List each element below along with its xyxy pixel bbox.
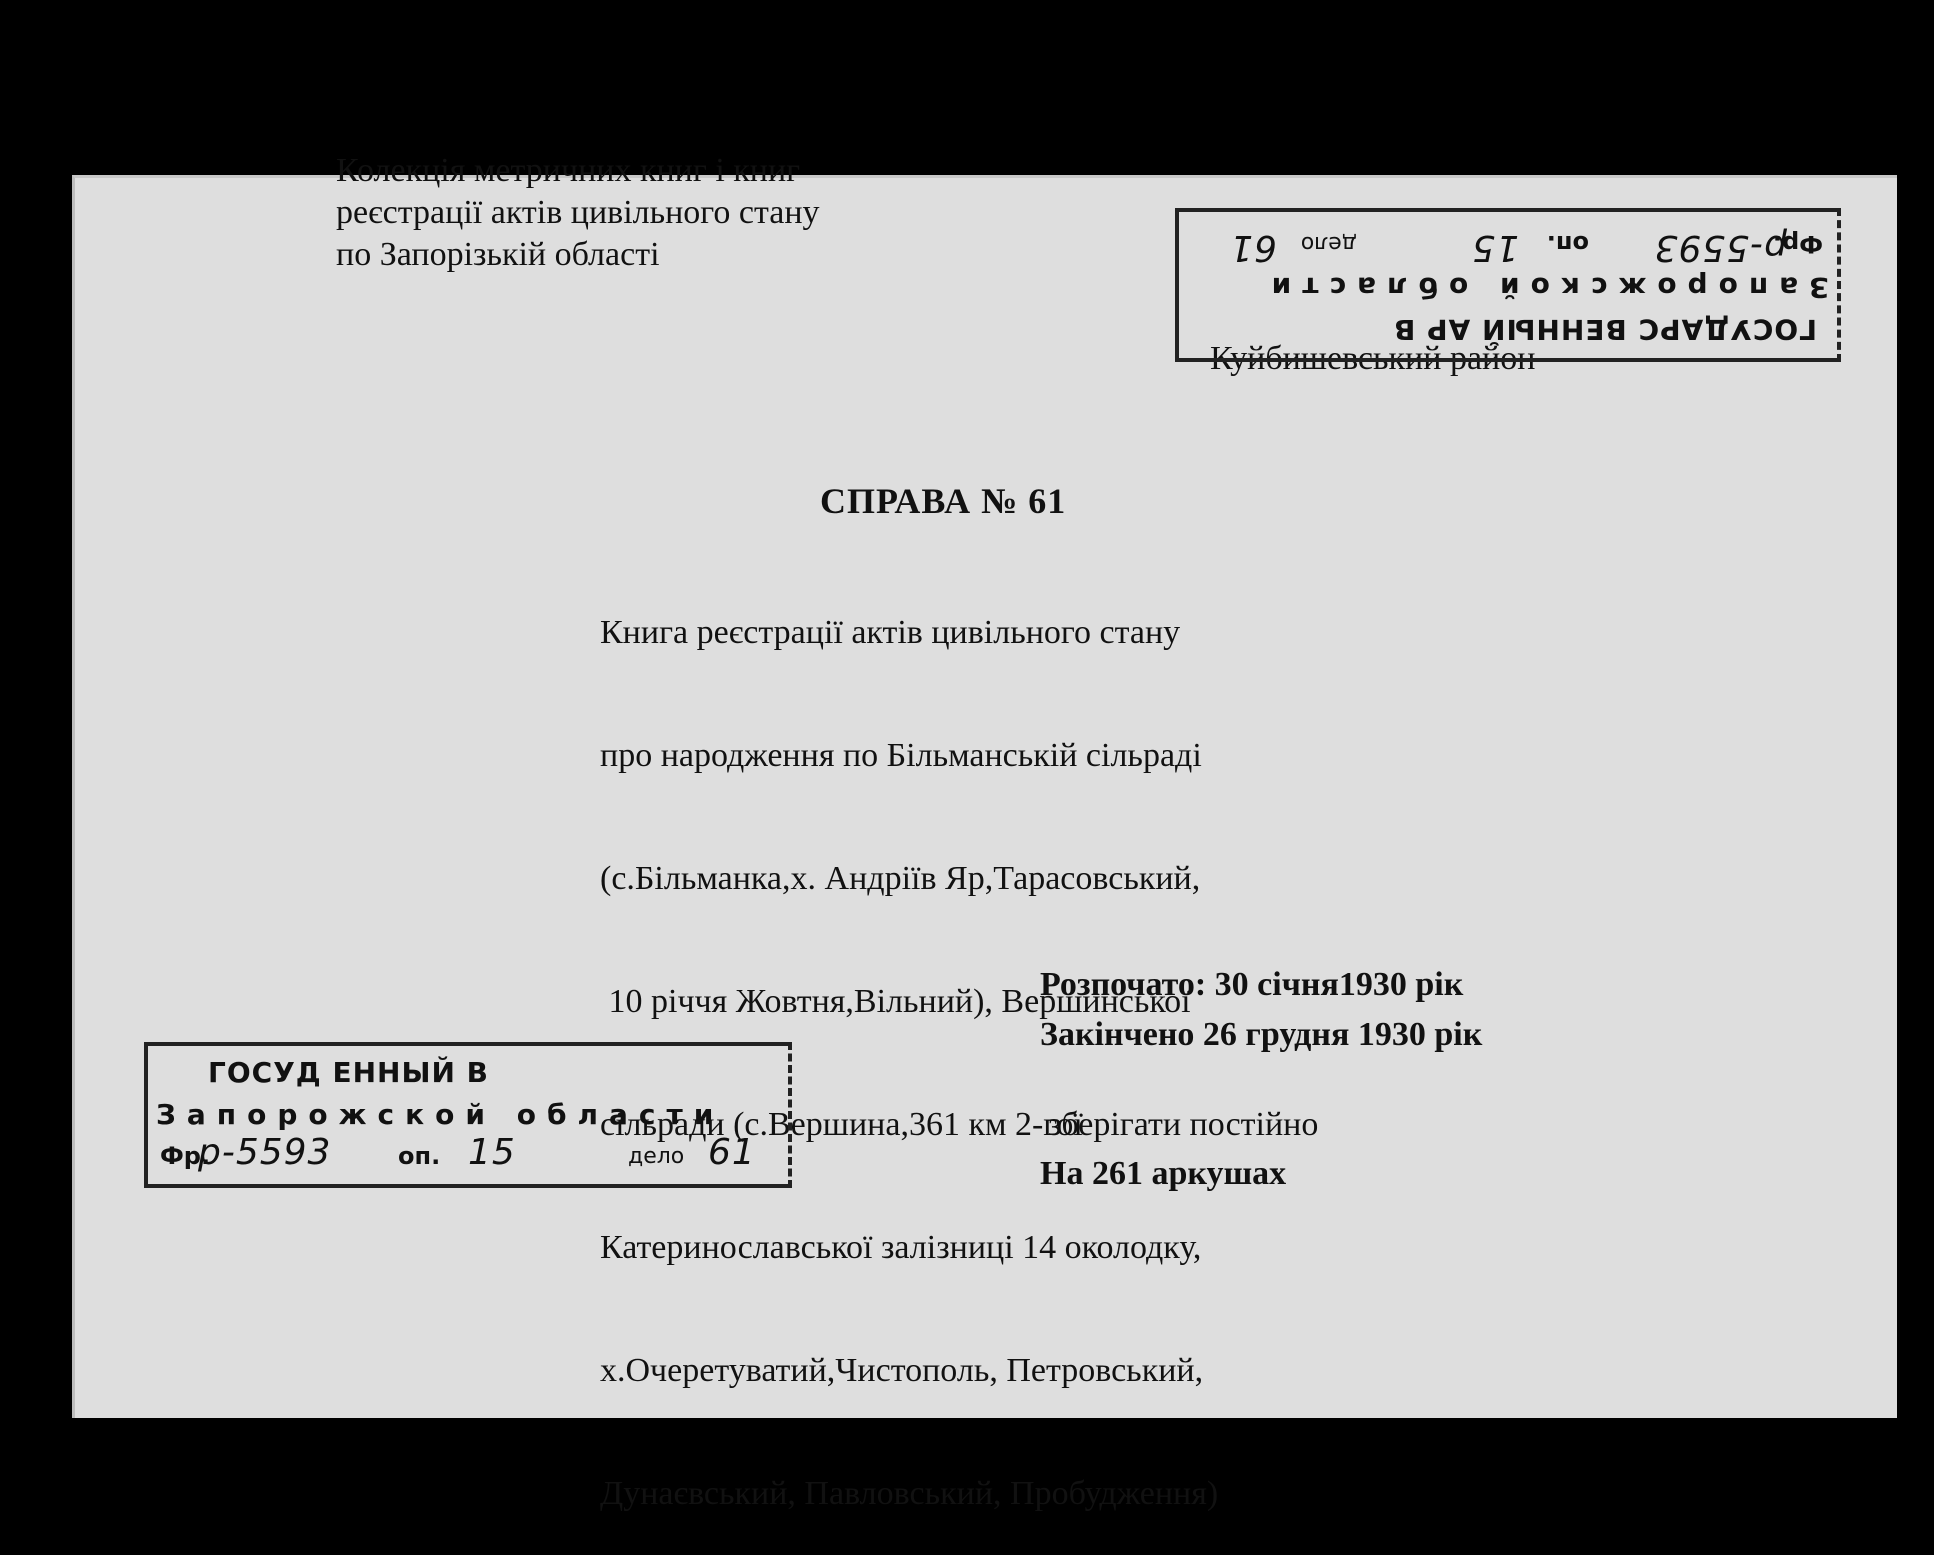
storage-term: зберігати постійно — [1048, 1106, 1319, 1143]
case-title: СПРАВА № 61 — [820, 481, 1067, 521]
stamp-region: Запорожской области — [1260, 271, 1829, 304]
stamp-fond-number: р-5593 — [198, 1132, 332, 1173]
archive-stamp-top — [1175, 208, 1841, 362]
stamp-delo-label: дело — [1300, 231, 1357, 256]
stamp-delo-number: 61 — [708, 1132, 756, 1173]
case-dates — [1040, 960, 1482, 1060]
description-line: Книга реєстрації актів цивільного стану — [600, 614, 1181, 651]
description-line: сільради (с.Вершина,361 км 2-гої — [600, 1106, 1083, 1143]
description-line: Катеринославської залізниці 14 околодку, — [600, 1229, 1202, 1266]
description-line: х.Очеретуватий,Чистополь, Петровський, — [600, 1352, 1204, 1389]
description-line: 10 річчя Жовтня,Вільний), Вершинської — [600, 983, 1191, 1020]
stamp-fond-number: р-5593 — [1653, 227, 1787, 268]
collection-heading — [336, 150, 820, 276]
stamp-delo-label: дело — [628, 1144, 685, 1169]
stamp-op-number: 15 — [468, 1132, 516, 1173]
stamp-fond-label: Фр. — [1772, 230, 1823, 258]
collection-line: реєстрації актів цивільного стану — [336, 194, 820, 231]
description-line: (с.Більманка,х. Андріїв Яр,Тарасовський, — [600, 860, 1201, 897]
date-started: Розпочато: 30 січня1930 рік — [1040, 966, 1464, 1003]
collection-line: Колекція метричних книг і книг — [336, 152, 801, 189]
stamp-region: Запорожской области — [156, 1098, 725, 1131]
stamp-archive-name: ГОСУД ЕННЫЙ В — [208, 1056, 489, 1089]
date-finished: Закінчено 26 грудня 1930 рік — [1040, 1016, 1483, 1053]
stamp-op-number: 15 — [1471, 227, 1519, 268]
district-name: Куйбишевський район — [1210, 340, 1536, 377]
sheet-count: На 261 аркушах — [1040, 1155, 1287, 1192]
stamp-fond-label: Фр. — [160, 1142, 211, 1170]
description-line: про народження по Більманській сільраді — [600, 737, 1202, 774]
stamp-archive-name: ГОСУДАРС ВЕННЫЙ АР В — [1392, 313, 1817, 346]
stamp-delo-number: 61 — [1229, 227, 1277, 268]
stamp-op-label: оп. — [1546, 230, 1589, 258]
description-line: Дунаєвський, Павловський, Пробудження) — [600, 1475, 1219, 1512]
collection-line: по Запорізькій області — [336, 236, 660, 273]
archive-stamp-bottom — [144, 1042, 792, 1188]
stamp-op-label: оп. — [398, 1142, 441, 1170]
